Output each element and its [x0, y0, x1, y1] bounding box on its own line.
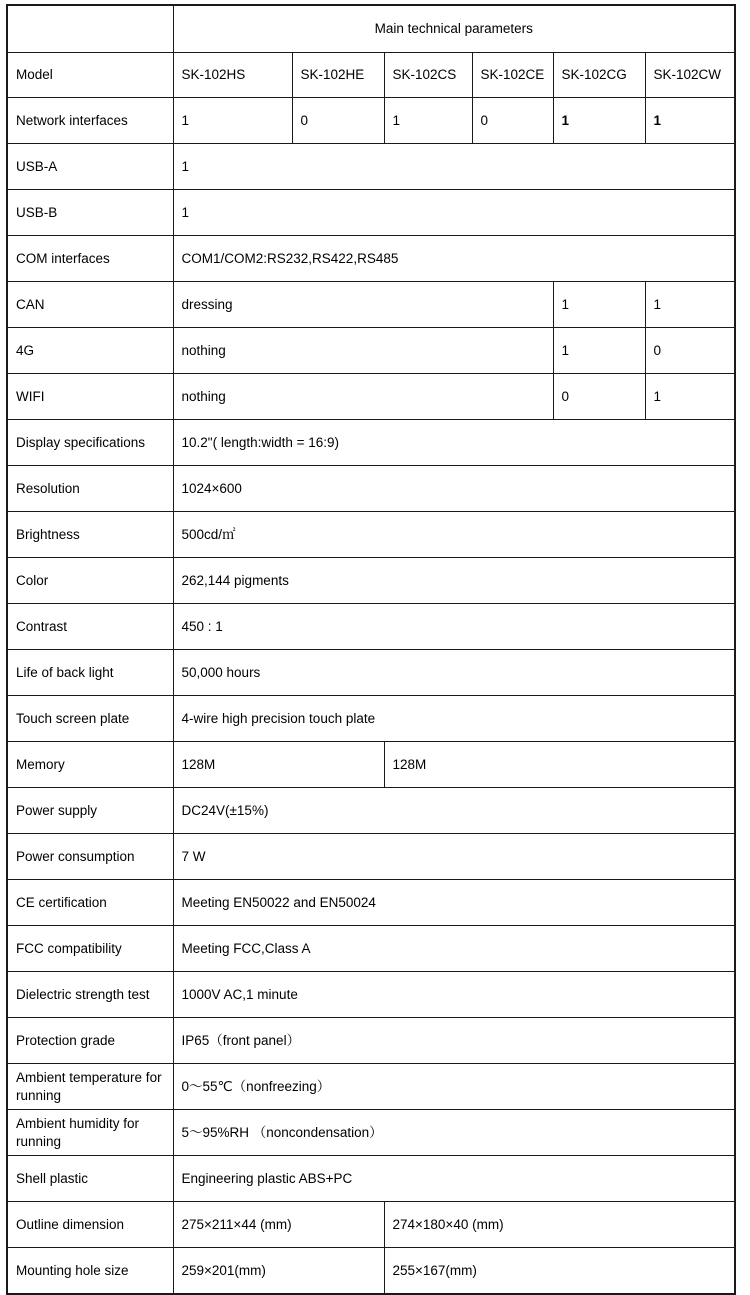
spec-value-cell: 0: [472, 98, 553, 144]
spec-value-cell: 1: [173, 190, 735, 236]
table-row: [7, 972, 735, 1018]
spec-value-cell: Meeting FCC,Class A: [173, 926, 735, 972]
row-label: Contrast: [7, 604, 173, 650]
corner-cell: [7, 5, 173, 53]
spec-value-cell: COM1/COM2:RS232,RS422,RS485: [173, 236, 735, 282]
spec-value-cell-secondary: 255×167(mm): [384, 1248, 735, 1295]
spec-value-cell: 50,000 hours: [173, 650, 735, 696]
spec-value-cell: 0～55℃（nonfreezing）: [173, 1064, 735, 1110]
row-label: Memory: [7, 742, 173, 788]
model-name-cell: SK-102CG: [553, 53, 645, 98]
row-label: FCC compatibility: [7, 926, 173, 972]
table-row: [7, 1110, 735, 1156]
table-row: [7, 420, 735, 466]
spec-value-cell: 450 : 1: [173, 604, 735, 650]
spec-value-cell: DC24V(±15%): [173, 788, 735, 834]
spec-value-cell: 1000V AC,1 minute: [173, 972, 735, 1018]
model-name-cell: SK-102HE: [292, 53, 384, 98]
spec-value-cell: 1: [173, 144, 735, 190]
table-row: [7, 328, 735, 374]
spec-value-cell: 7 W: [173, 834, 735, 880]
table-row: [7, 374, 735, 420]
row-label: USB-A: [7, 144, 173, 190]
table-row: [7, 466, 735, 512]
spec-value-cell: 1: [384, 98, 472, 144]
row-label: Protection grade: [7, 1018, 173, 1064]
spec-value-cell: 275×211×44 (mm): [173, 1202, 384, 1248]
row-label: Brightness: [7, 512, 173, 558]
row-label: Display specifications: [7, 420, 173, 466]
row-label: Power supply: [7, 788, 173, 834]
spec-value-cell: 1: [553, 282, 645, 328]
spec-value-cell: 1: [553, 328, 645, 374]
table-row: [7, 650, 735, 696]
row-label: Resolution: [7, 466, 173, 512]
row-label: 4G: [7, 328, 173, 374]
table-row: [7, 512, 735, 558]
spec-value-cell: 1: [645, 282, 735, 328]
spec-value-cell: nothing: [173, 374, 553, 420]
table-row: [7, 880, 735, 926]
spec-value-cell: 0: [553, 374, 645, 420]
model-name-cell: SK-102CW: [645, 53, 735, 98]
row-label: Life of back light: [7, 650, 173, 696]
row-label: Ambient humidity for running: [7, 1110, 173, 1156]
table-header-row: [7, 5, 735, 53]
row-label: CE certification: [7, 880, 173, 926]
main-technical-parameters-table: [6, 4, 736, 1295]
table-row: [7, 1248, 735, 1295]
spec-value-cell: 259×201(mm): [173, 1248, 384, 1295]
row-label: USB-B: [7, 190, 173, 236]
table-row: [7, 1064, 735, 1110]
row-label-model: Model: [7, 53, 173, 98]
row-label: Touch screen plate: [7, 696, 173, 742]
table-row: [7, 1156, 735, 1202]
spec-value-cell: 1: [645, 98, 735, 144]
row-label: Outline dimension: [7, 1202, 173, 1248]
table-row: [7, 788, 735, 834]
spec-value-cell: 4-wire high precision touch plate: [173, 696, 735, 742]
table-row: [7, 558, 735, 604]
table-row: [7, 604, 735, 650]
table-row: [7, 236, 735, 282]
spec-value-cell: 1024×600: [173, 466, 735, 512]
table-row: [7, 98, 735, 144]
spec-value-cell: Meeting EN50022 and EN50024: [173, 880, 735, 926]
spec-value-cell: 5～95%RH （noncondensation）: [173, 1110, 735, 1156]
spec-value-cell: dressing: [173, 282, 553, 328]
spec-value-cell: 10.2"( length:width = 16:9): [173, 420, 735, 466]
row-label: COM interfaces: [7, 236, 173, 282]
spec-value-cell: 0: [645, 328, 735, 374]
table-row: [7, 282, 735, 328]
row-label: Network interfaces: [7, 98, 173, 144]
table-row: [7, 834, 735, 880]
spec-value-cell: 128M: [173, 742, 384, 788]
table-row: [7, 696, 735, 742]
model-name-cell: SK-102HS: [173, 53, 292, 98]
spec-value-cell: nothing: [173, 328, 553, 374]
row-label: Color: [7, 558, 173, 604]
spec-value-cell: 1: [553, 98, 645, 144]
row-label: Mounting hole size: [7, 1248, 173, 1295]
table-row: [7, 742, 735, 788]
model-name-cell: SK-102CS: [384, 53, 472, 98]
row-label: Ambient temperature for running: [7, 1064, 173, 1110]
spec-value-cell: 0: [292, 98, 384, 144]
row-label: WIFI: [7, 374, 173, 420]
table-row: [7, 1202, 735, 1248]
spec-value-cell: IP65（front panel）: [173, 1018, 735, 1064]
spec-value-cell: 1: [645, 374, 735, 420]
row-label: Shell plastic: [7, 1156, 173, 1202]
spec-value-cell: 1: [173, 98, 292, 144]
spec-value-cell-secondary: 274×180×40 (mm): [384, 1202, 735, 1248]
model-row: [7, 53, 735, 98]
spec-value-cell: Engineering plastic ABS+PC: [173, 1156, 735, 1202]
table-row: [7, 1018, 735, 1064]
table-row: [7, 144, 735, 190]
table-row: [7, 190, 735, 236]
spec-value-cell-secondary: 128M: [384, 742, 735, 788]
row-label: CAN: [7, 282, 173, 328]
table-row: [7, 926, 735, 972]
spec-value-cell: 500cd/㎡: [173, 512, 735, 558]
row-label: Power consumption: [7, 834, 173, 880]
table-title: Main technical parameters: [173, 5, 735, 53]
model-name-cell: SK-102CE: [472, 53, 553, 98]
row-label: Dielectric strength test: [7, 972, 173, 1018]
spec-value-cell: 262,144 pigments: [173, 558, 735, 604]
